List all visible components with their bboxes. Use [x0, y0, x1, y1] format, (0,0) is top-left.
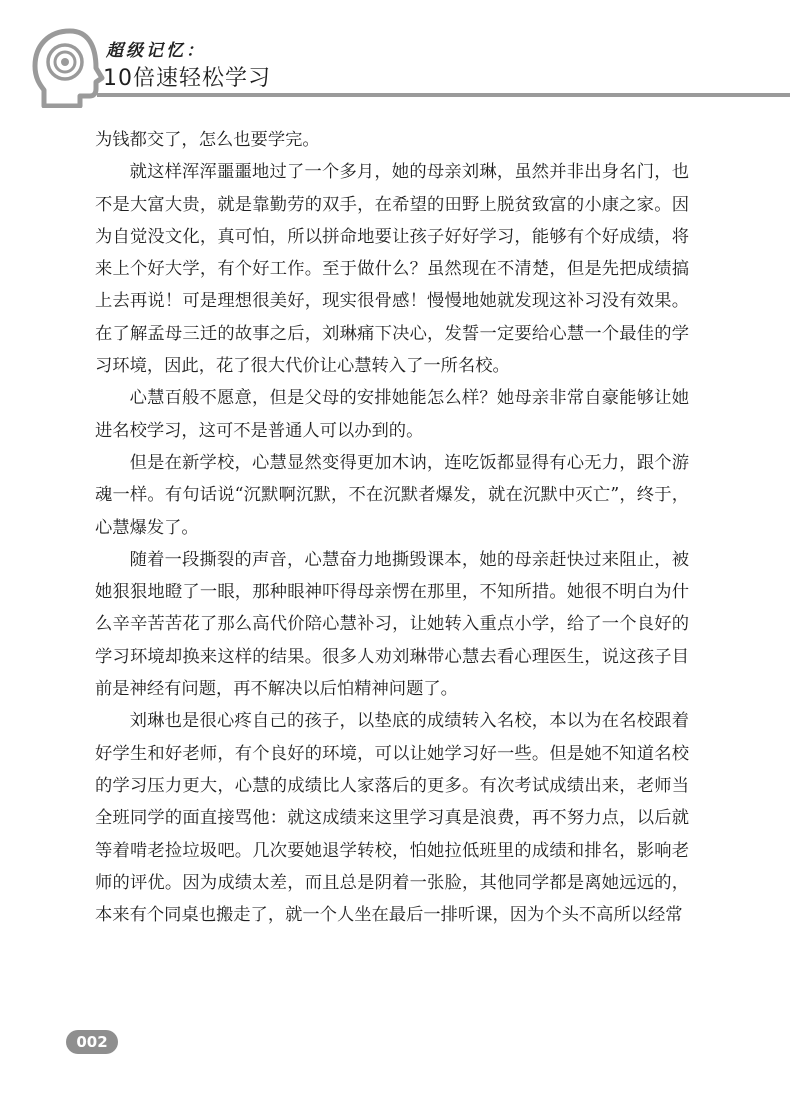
- paragraph-6: 刘琳也是很心疼自己的孩子，以垫底的成绩转入名校，本以为在名校跟着好学生和好老师，有个良好的环境，可以让她学习好一些。但是她不知道名校的学习压力更大，心慧的成绩比人家落后的更多。有次考试成绩出来，老师当全班同学的面直接骂他：就这成绩来这里学习真是浪费，再不努力点，以后就等着啃老捡垃圾吧。几次要她退学转校，怕她拉低班里的成绩和排名，影响老师的评优。因为成绩太差，而且总是阴着一张脸，其他同学都是离她远远的，本来有个同桌也搬走了，就一个人坐在最后一排听课，因为个头不高所以经常: [95, 711, 689, 926]
- book-title-line2: 10倍速轻松学习: [103, 66, 271, 91]
- paragraph-4: 但是在新学校，心慧显然变得更加木讷，连吃饭都显得有心无力，跟个游魂一样。有句话说“沉默啊沉默，不在沉默者爆发，就在沉默中灭亡”，终于，心慧爆发了。: [95, 452, 689, 538]
- header-rule: [97, 93, 790, 97]
- body-text: [95, 124, 689, 931]
- page-header: [0, 0, 790, 110]
- page-number-badge: 002: [66, 1030, 118, 1054]
- paragraph-2: 就这样浑浑噩噩地过了一个多月，她的母亲刘琳，虽然并非出身名门，也不是大富大贵，就是靠勤劳的双手，在希望的田野上脱贫致富的小康之家。因为自觉没文化，真可怕，所以拼命地要让孩子好好学习，能够有个好成绩，将来上个好大学，有个好工作。至于做什么？虽然现在不清楚，但是先把成绩搞上去再说！可是理想很美好，现实很骨感！慢慢地她就发现这补习没有效果。在了解孟母三迁的故事之后，刘琳痛下决心，发誓一定要给心慧一个最佳的学习环境，因此，花了很大代价让心慧转入了一所名校。: [95, 162, 689, 377]
- book-title-line1: 超级记忆：: [106, 41, 206, 61]
- paragraph-1: 为钱都交了，怎么也要学完。: [95, 130, 320, 150]
- paragraph-3: 心慧百般不愿意，但是父母的安排她能怎么样？她母亲非常自豪能够让她进名校学习，这可不是普通人可以办到的。: [95, 388, 689, 441]
- paragraph-5: 随着一段撕裂的声音，心慧奋力地撕毁课本，她的母亲赶快过来阻止，被她狠狠地瞪了一眼，那种眼神吓得母亲愣在那里，不知所措。她很不明白为什么辛辛苦苦花了那么高代价陪心慧补习，让她转入重点小学，给了一个良好的学习环境却换来这样的结果。很多人劝刘琳带心慧去看心理医生，说这孩子目前是神经有问题，再不解决以后怕精神问题了。: [95, 549, 689, 700]
